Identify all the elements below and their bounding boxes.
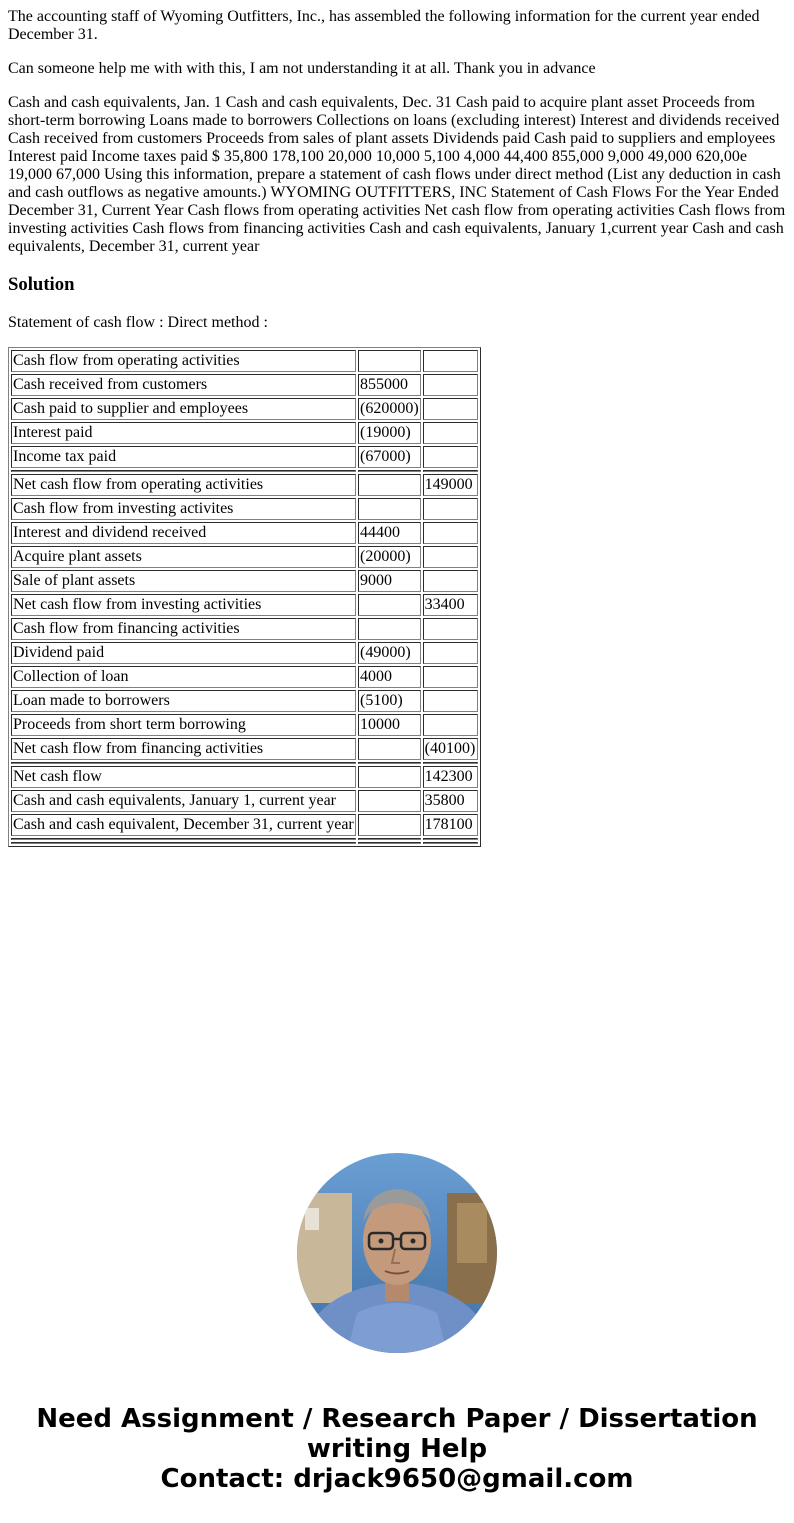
table-row [11,766,478,788]
row-label: Cash received from customers [11,374,356,396]
row-label: Dividend paid [11,642,356,664]
empty-cell [423,470,478,472]
row-amount: (5100) [358,690,421,712]
row-total: 149000 [423,474,478,496]
row-total [423,350,478,372]
empty-cell [11,470,356,472]
row-total [423,618,478,640]
row-total: 178100 [423,814,478,836]
row-amount: (620000) [358,398,421,420]
solution-subtitle: Statement of cash flow : Direct method : [8,314,268,331]
table-row [11,374,478,396]
row-label: Loan made to borrowers [11,690,356,712]
table-row [11,422,478,444]
row-label: Cash flow from investing activites [11,498,356,520]
row-amount: 9000 [358,570,421,592]
row-amount: (49000) [358,642,421,664]
empty-cell [11,762,356,764]
row-label: Net cash flow from investing activities [11,594,356,616]
row-amount: (67000) [358,446,421,468]
row-total [423,446,478,468]
table-row [11,570,478,592]
table-row [11,350,478,372]
row-label: Acquire plant assets [11,546,356,568]
row-amount: 855000 [358,374,421,396]
row-amount [358,594,421,616]
row-label: Proceeds from short term borrowing [11,714,356,736]
question-body: Cash and cash equivalents, Jan. 1 Cash and cash equivalents, Dec. 31 Cash paid to acquire plant asset Proceeds from short-term borrowing Loans made to borrowers Collections on loans (excluding interest) Interest and dividends received Cash received from customers Proceeds from sales of plant assets Dividends paid Cash paid to suppliers and employees Interest paid Income taxes paid $ 35,800 178,100 20,000 10,000 5,100 4,000 44,400 855,000 9,000 49,000 620,00e 19,000 67,000 Using this information, prepare a statement of cash flows under direct method (List any deduction in cash and cash outflows as negative amounts.) WYOMING OUTFITTERS, INC Statement of Cash Flows For the Year Ended December 31, Current Year Cash flows from operating activities Net cash flow from operating activities Cash flows from investing activities Cash flows from financing activities Cash and cash equivalents, January 1,current year Cash and cash equivalents, December 31, current year [8,94,786,255]
solution-heading: Solution [8,274,75,295]
row-total [423,690,478,712]
table-row [11,642,478,664]
row-label: Cash and cash equivalents, January 1, current year [11,790,356,812]
row-label: Cash flow from operating activities [11,350,356,372]
row-total [423,642,478,664]
row-amount [358,498,421,520]
row-total [423,498,478,520]
separator-row [11,838,478,840]
row-amount [358,814,421,836]
author-avatar [297,1153,497,1353]
row-amount [358,738,421,760]
row-total [423,398,478,420]
row-amount: 44400 [358,522,421,544]
table-row [11,714,478,736]
row-label: Net cash flow from financing activities [11,738,356,760]
cash-flow-table [8,347,481,847]
promo-contact: Contact: drjack9650@gmail.com [160,1464,634,1494]
row-amount [358,790,421,812]
table-row [11,666,478,688]
row-amount: 4000 [358,666,421,688]
row-label: Net cash flow from operating activities [11,474,356,496]
table-row [11,690,478,712]
empty-cell [423,762,478,764]
author-photo [297,1153,497,1353]
row-total [423,570,478,592]
row-total: (40100) [423,738,478,760]
empty-cell [358,762,421,764]
table-row [11,814,478,836]
empty-cell [358,470,421,472]
row-label: Sale of plant assets [11,570,356,592]
table-row [11,446,478,468]
row-amount: (19000) [358,422,421,444]
separator-row [11,470,478,472]
row-amount: 10000 [358,714,421,736]
question-intro: The accounting staff of Wyoming Outfitters, Inc., has assembled the following information for the current year ended December 31. [8,8,760,43]
empty-cell [423,842,478,844]
row-label: Collection of loan [11,666,356,688]
table-row [11,474,478,496]
table-row [11,618,478,640]
empty-cell [358,842,421,844]
row-total [423,374,478,396]
row-amount [358,618,421,640]
empty-cell [358,838,421,840]
separator-row [11,762,478,764]
row-label: Interest and dividend received [11,522,356,544]
promo-line-1: Need Assignment / Research Paper / Dissertation [36,1404,758,1434]
row-label: Interest paid [11,422,356,444]
row-total [423,666,478,688]
row-label: Cash and cash equivalent, December 31, current year [11,814,356,836]
row-label: Cash paid to supplier and employees [11,398,356,420]
table-row [11,498,478,520]
promo-banner [0,1404,794,1494]
empty-cell [11,838,356,840]
empty-cell [423,838,478,840]
row-total [423,546,478,568]
table-row [11,594,478,616]
separator-row [11,842,478,844]
row-amount [358,474,421,496]
row-label: Income tax paid [11,446,356,468]
row-amount [358,350,421,372]
row-label: Net cash flow [11,766,356,788]
promo-line-2: writing Help [306,1434,488,1464]
row-total: 35800 [423,790,478,812]
row-total: 142300 [423,766,478,788]
question-plea: Can someone help me with with this, I am not understanding it at all. Thank you in advance [8,60,596,77]
row-amount: (20000) [358,546,421,568]
row-amount [358,766,421,788]
row-total [423,422,478,444]
table-row [11,790,478,812]
row-total: 33400 [423,594,478,616]
row-total [423,714,478,736]
table-row [11,738,478,760]
row-total [423,522,478,544]
row-label: Cash flow from financing activities [11,618,356,640]
table-row [11,522,478,544]
table-row [11,398,478,420]
empty-cell [11,842,356,844]
table-row [11,546,478,568]
